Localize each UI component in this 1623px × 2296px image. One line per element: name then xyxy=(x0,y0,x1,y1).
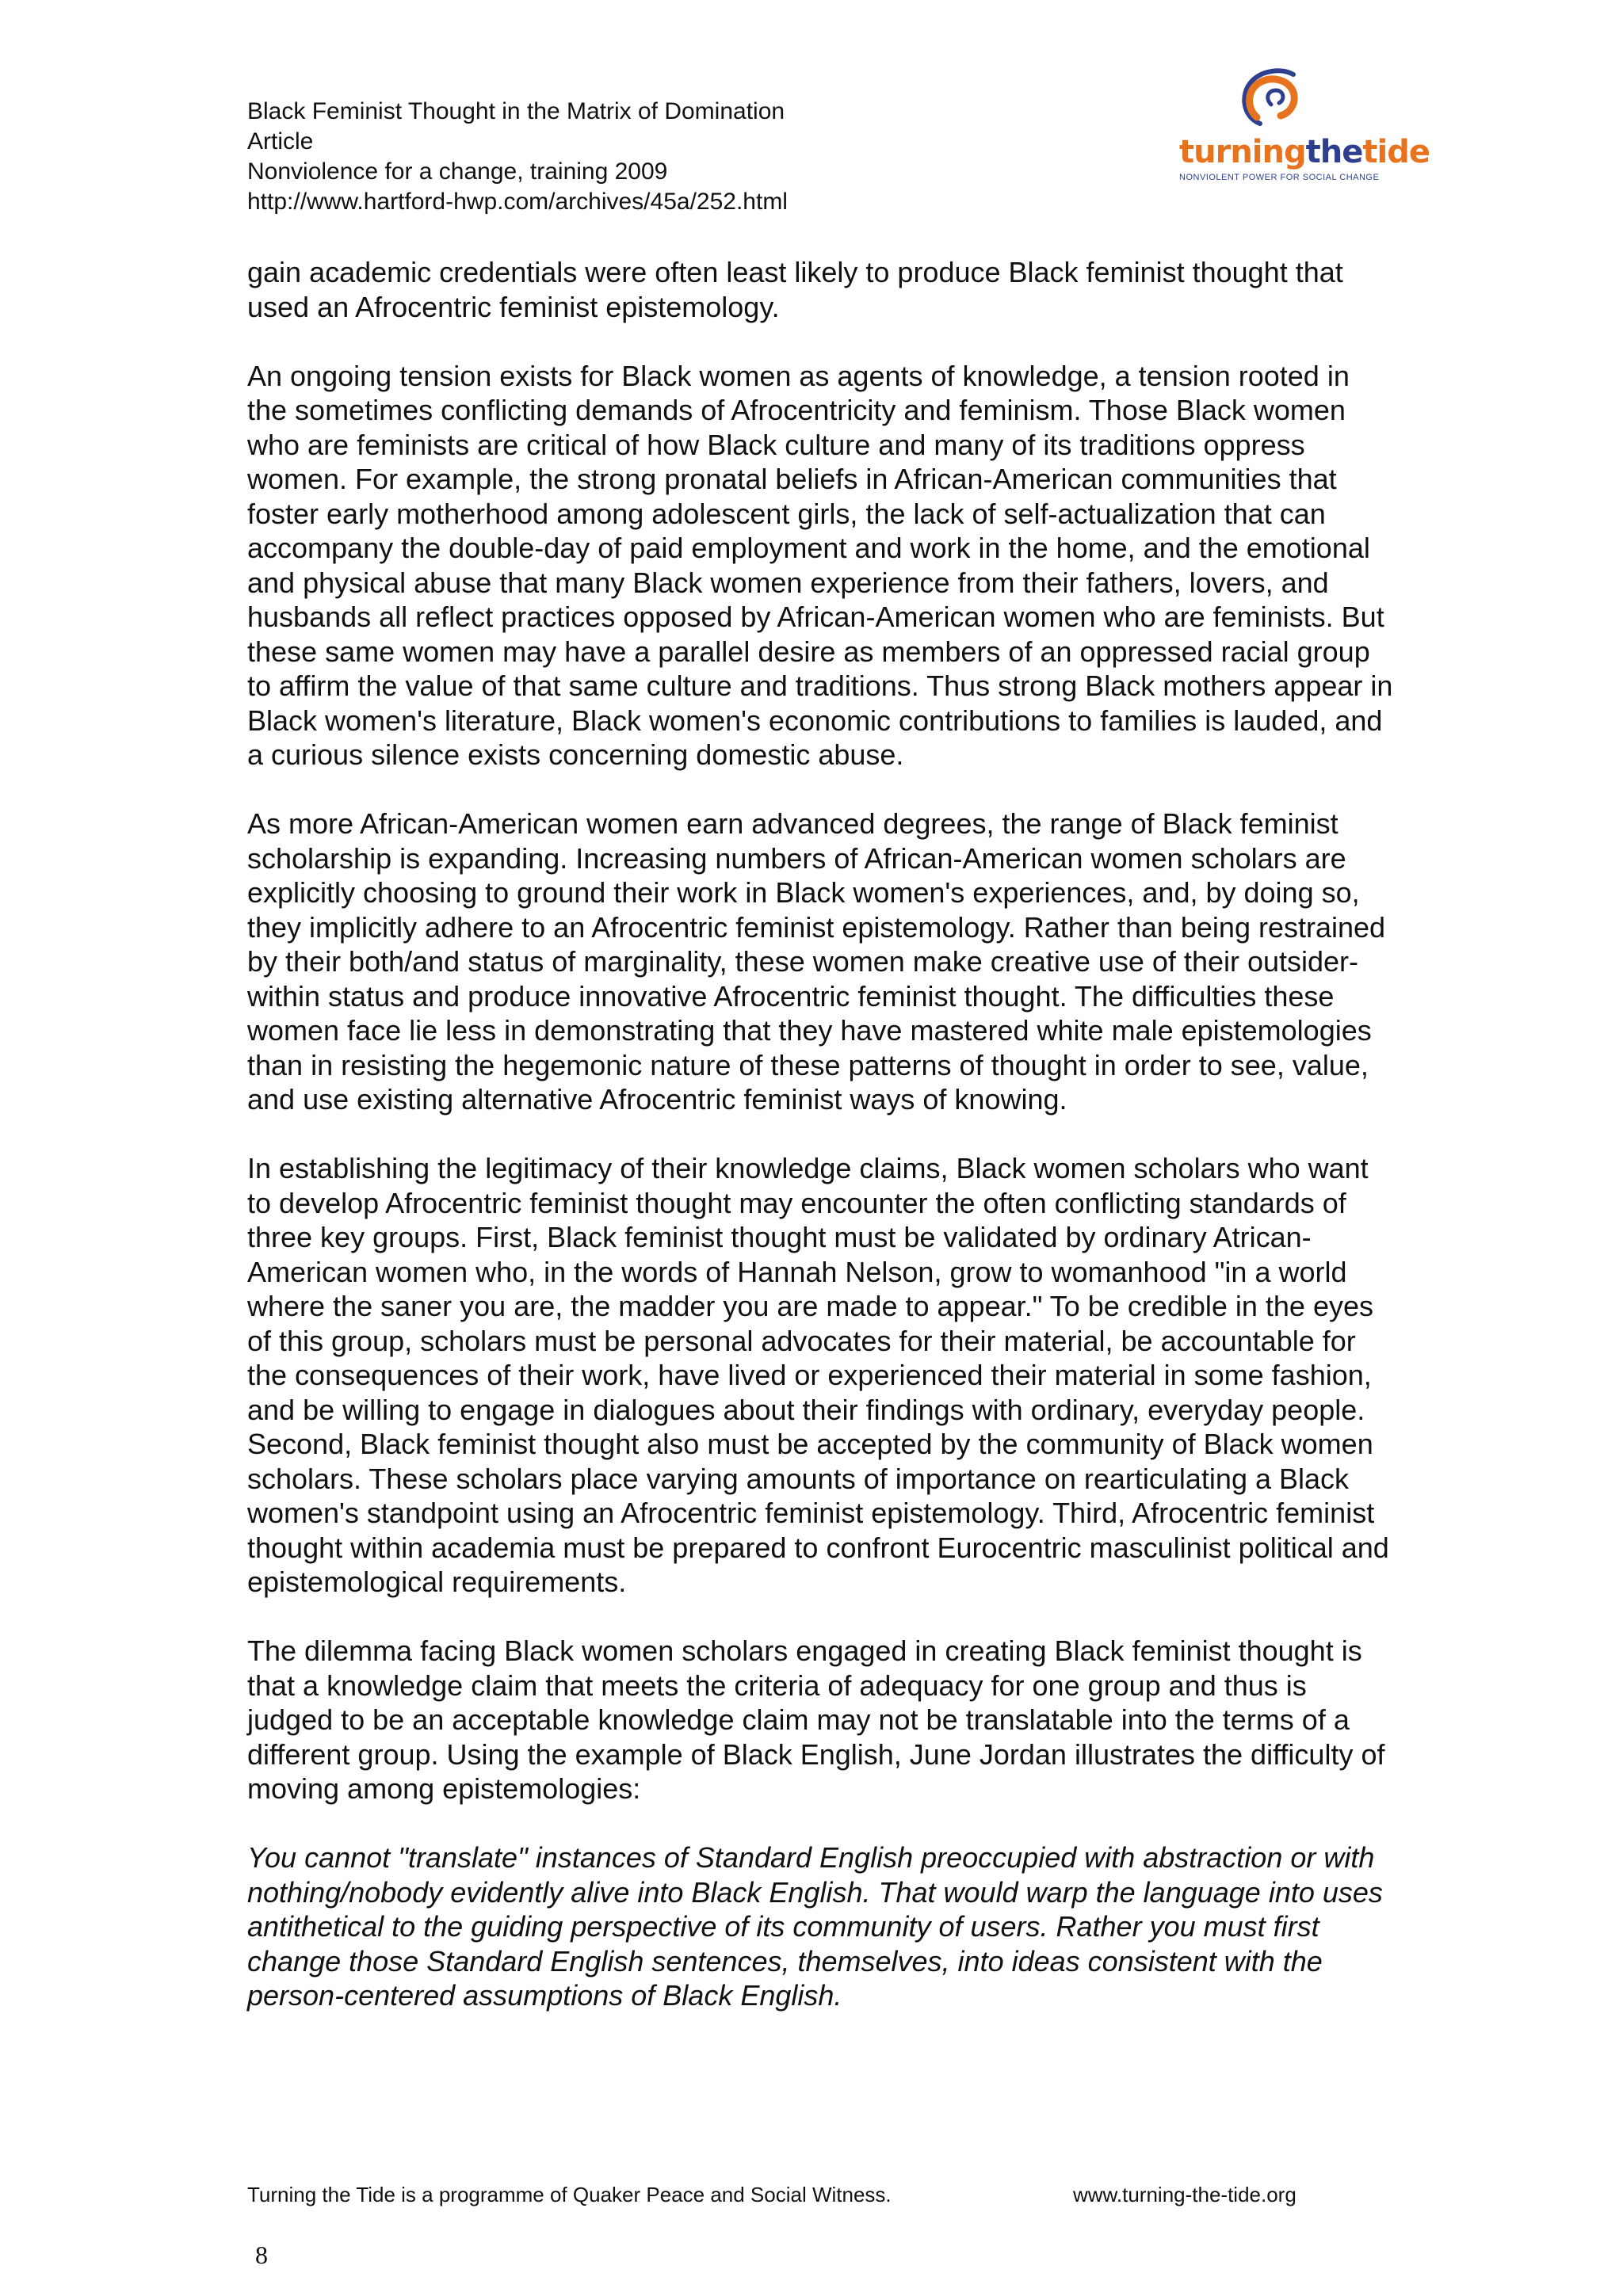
paragraph-tension: An ongoing tension exists for Black women as agents of knowledge, a tension rooted in the sometimes conflicting demands of Afrocentricity and feminism. Those Black women who are feminists are critical of how Black culture and many of its traditions oppress women. For example, the strong pronatal beliefs in African-American communities that foster early motherhood among adolescent girls, the lack of self-actualization that can accompany the double-day of paid employment and work in the home, and the emotional and physical abuse that many Black women experience from their fathers, lovers, and husbands all reflect practices opposed by African-American women who are feminists. But these same women may have a parallel desire as members of an oppressed racial group to affirm the value of that same culture and traditions. Thus strong Black mothers appear in Black women's literature, Black women's economic contributions to families is lauded, and a curious silence exists concerning domestic abuse. xyxy=(247,359,1393,771)
logo-word-tide: tide xyxy=(1362,134,1430,170)
footer-website: www.turning-the-tide.org xyxy=(1073,2183,1296,2206)
page-number: 8 xyxy=(255,2241,268,2269)
header-type: Article xyxy=(247,128,314,154)
paragraph-legitimacy: In establishing the legitimacy of their knowledge claims, Black women scholars who want to develop Afrocentric feminist thought may encounter the often conflicting standards of three key groups. First, Black feminist thought must be validated by ordinary Atrican-American women who, in the words of Hannah Nelson, grow to womanhood "in a world where the saner you are, the madder you are made to appear." To be credible in the eyes of this group, scholars must be personal advocates for their material, be accountable for the consequences of their work, have lived or experienced their material in some fashion, and be willing to engage in dialogues about their findings with ordinary, everyday people. Second, Black feminist thought also must be accepted by the community of Black women scholars. These scholars place varying amounts of importance on rearticulating a Black women's standpoint using an Afrocentric feminist epistemology. Third, Afrocentric feminist thought within academia must be prepared to confront Eurocentric masculinist political and epistemological requirements. xyxy=(247,1152,1389,1598)
paragraph-dilemma: The dilemma facing Black women scholars engaged in creating Black feminist thought is that a knowledge claim that meets the criteria of adequacy for one group and thus is judged to be an acceptable knowledge claim may not be translatable into the terms of a different group. Using the example of Black English, June Jordan illustrates the difficulty of moving among epistemologies: xyxy=(247,1634,1385,1805)
paragraph-continuation: gain academic credentials were often least likely to produce Black feminist thought that used an Afrocentric feminist epistemology. xyxy=(247,256,1343,323)
logo-wordmark xyxy=(1179,134,1430,170)
logo-tagline: NONVIOLENT POWER FOR SOCIAL CHANGE xyxy=(1179,173,1380,182)
block-quote: You cannot "translate" instances of Standard English preoccupied with abstraction or with nothing/nobody evidently alive into Black English. That would warp the language into uses antithetical to the guiding perspective of its community of users. Rather you must first change those Standard English sentences, themselves, into ideas consistent with the person-centered assumptions of Black English. xyxy=(247,1841,1383,2012)
header-url: http://www.hartford-hwp.com/archives/45a/252.html xyxy=(247,189,788,215)
footer-organization: Turning the Tide is a programme of Quaker Peace and Social Witness. xyxy=(247,2183,892,2206)
article-body xyxy=(247,255,1396,2047)
page-footer xyxy=(247,2182,1357,2207)
logo-word-turning: turning xyxy=(1179,134,1306,170)
document-header xyxy=(247,97,1040,217)
logo-word-the: the xyxy=(1305,134,1363,170)
header-title: Black Feminist Thought in the Matrix of Domination xyxy=(247,98,785,124)
paragraph-scholarship: As more African-American women earn advanced degrees, the range of Black feminist scholarship is expanding. Increasing numbers of African-American women scholars are explicitly choosing to ground their work in Black women's experiences, and, by doing so, they implicitly adhere to an Afrocentric feminist epistemology. Rather than being restrained by their both/and status of marginality, these women make creative use of their outsider-within status and produce innovative Afrocentric feminist thought. The difficulties these women face lie less in demonstrating that they have mastered white male epistemologies than in resisting the hegemonic nature of these patterns of thought in order to see, value, and use existing alternative Afrocentric feminist ways of knowing. xyxy=(247,807,1386,1116)
swirl-logo-icon xyxy=(1236,62,1316,135)
turning-the-tide-logo xyxy=(1179,62,1430,196)
header-source: Nonviolence for a change, training 2009 xyxy=(247,158,668,185)
